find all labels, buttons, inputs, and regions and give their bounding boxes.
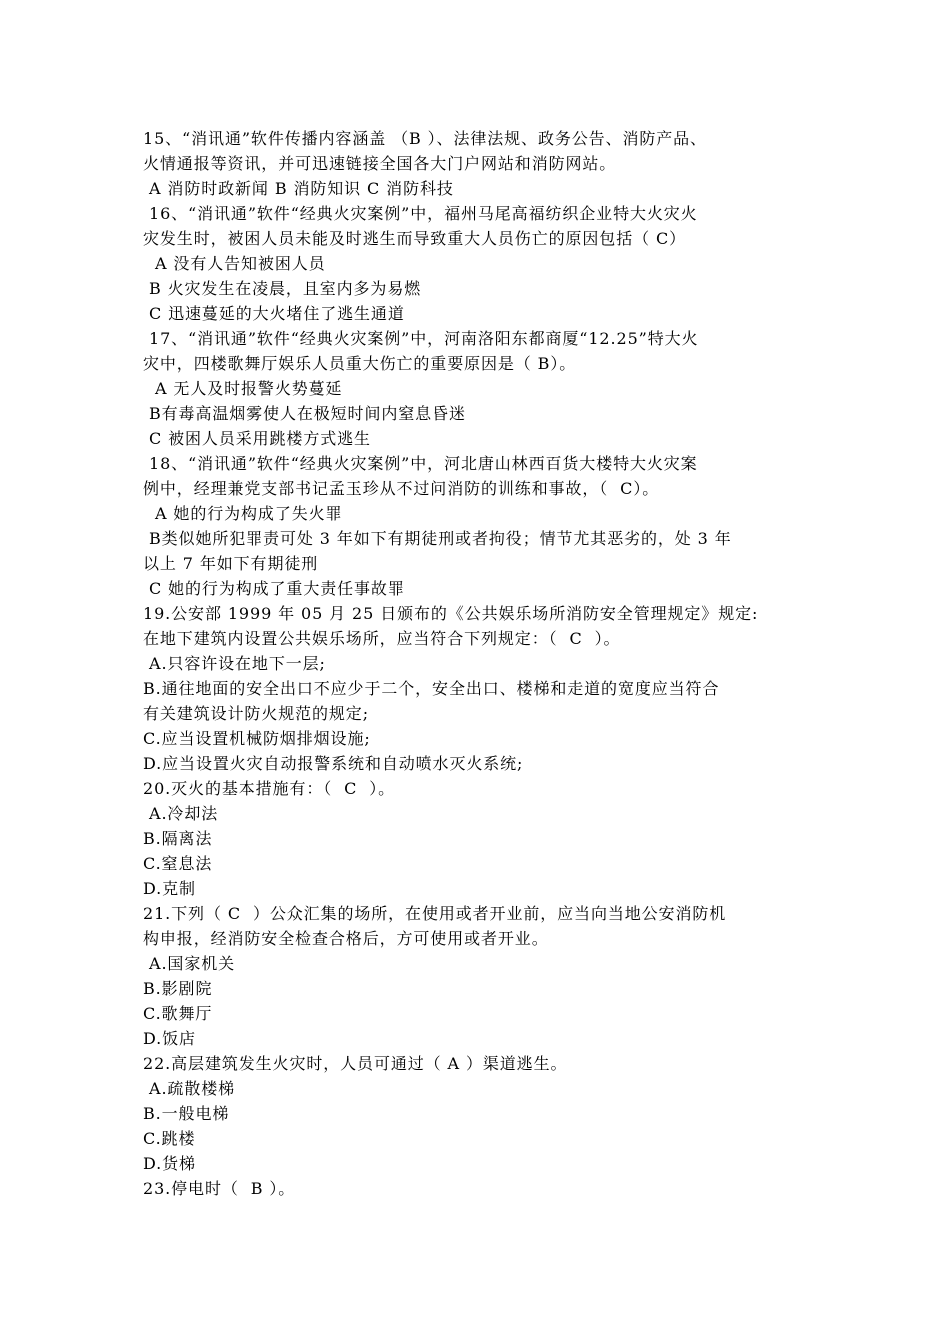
- question-17-line-2: 灾中，四楼歌舞厅娱乐人员重大伤亡的重要原因是（ B）。: [143, 354, 577, 373]
- question-16-option-c: C 迅速蔓延的大火堵住了逃生通道: [143, 304, 405, 323]
- question-21-line-1: 21.下列（ C ）公众汇集的场所，在使用或者开业前，应当向当地公安消防机: [143, 904, 727, 923]
- question-15-line-2: 火情通报等资讯，并可迅速链接全国各大门户网站和消防网站。: [143, 154, 617, 173]
- question-18-option-b-line-1: B类似她所犯罪责可处 3 年如下有期徒刑或者拘役；情节尤其恶劣的，处 3 年: [143, 529, 732, 548]
- question-22-option-b: B.一般电梯: [143, 1104, 230, 1123]
- question-17-option-b: B有毒高温烟雾使人在极短时间内窒息昏迷: [143, 404, 466, 423]
- question-19-line-2: 在地下建筑内设置公共娱乐场所，应当符合下列规定：（ C ）。: [143, 629, 621, 648]
- question-15-options: A 消防时政新闻 B 消防知识 C 消防科技: [143, 179, 454, 198]
- question-17-option-c: C 被困人员采用跳楼方式逃生: [143, 429, 371, 448]
- question-19-option-b-line-1: B.通往地面的安全出口不应少于二个，安全出口、楼梯和走道的宽度应当符合: [143, 679, 720, 698]
- question-17-option-a: A 无人及时报警火势蔓延: [143, 379, 343, 398]
- question-21-option-b: B.影剧院: [143, 979, 213, 998]
- question-19-option-b-line-2: 有关建筑设计防火规范的规定;: [143, 704, 369, 723]
- question-15-line-1: 15、“消讯通”软件传播内容涵盖 （B ）、法律法规、政务公告、消防产品、: [143, 129, 707, 148]
- question-22-option-a: A.疏散楼梯: [143, 1079, 236, 1098]
- question-21-option-a: A.国家机关: [143, 954, 236, 973]
- question-17-line-1: 17、“消讯通”软件“经典火灾案例”中，河南洛阳东都商厦“12.25”特大火: [143, 329, 699, 348]
- question-20-option-a: A.冷却法: [143, 804, 219, 823]
- question-20-option-b: B.隔离法: [143, 829, 213, 848]
- question-21-line-2: 构申报，经消防安全检查合格后，方可使用或者开业。: [143, 929, 549, 948]
- question-19-option-d: D.应当设置火灾自动报警系统和自动喷水灭火系统;: [143, 754, 524, 773]
- question-16-option-a: A 没有人告知被困人员: [143, 254, 326, 273]
- question-20-option-c: C.窒息法: [143, 854, 213, 873]
- question-18-option-a: A 她的行为构成了失火罪: [143, 504, 343, 523]
- question-20: 20.灭火的基本措施有：（ C ）。: [143, 779, 396, 798]
- question-18-line-1: 18、“消讯通”软件“经典火灾案例”中，河北唐山林西百货大楼特大火灾案: [143, 454, 698, 473]
- question-18-option-c: C 她的行为构成了重大责任事故罪: [143, 579, 405, 598]
- question-21-option-d: D.饭店: [143, 1029, 196, 1048]
- question-19-line-1: 19.公安部 1999 年 05 月 25 日颁布的《公共娱乐场所消防安全管理规定》规定:: [143, 604, 759, 623]
- question-18-line-2: 例中，经理兼党支部书记孟玉珍从不过问消防的训练和事故，（ C）。: [143, 479, 660, 498]
- document-body: [143, 126, 807, 1201]
- question-21-option-c: C.歌舞厅: [143, 1004, 213, 1023]
- question-23: 23.停电时（ B ）。: [143, 1179, 296, 1198]
- question-20-option-d: D.克制: [143, 879, 196, 898]
- question-16-option-b: B 火灾发生在凌晨，且室内多为易燃: [143, 279, 422, 298]
- question-22-option-d: D.货梯: [143, 1154, 196, 1173]
- question-18-option-b-line-2: 以上 7 年如下有期徒刑: [143, 554, 319, 573]
- question-16-line-2: 灾发生时，被困人员未能及时逃生而导致重大人员伤亡的原因包括（ C）: [143, 229, 687, 248]
- question-19-option-a: A.只容许设在地下一层;: [143, 654, 326, 673]
- question-19-option-c: C.应当设置机械防烟排烟设施;: [143, 729, 371, 748]
- question-16-line-1: 16、“消讯通”软件“经典火灾案例”中，福州马尾高福纺织企业特大火灾火: [143, 204, 698, 223]
- question-22-option-c: C.跳楼: [143, 1129, 196, 1148]
- question-22: 22.高层建筑发生火灾时，人员可通过（ A ）渠道逃生。: [143, 1054, 568, 1073]
